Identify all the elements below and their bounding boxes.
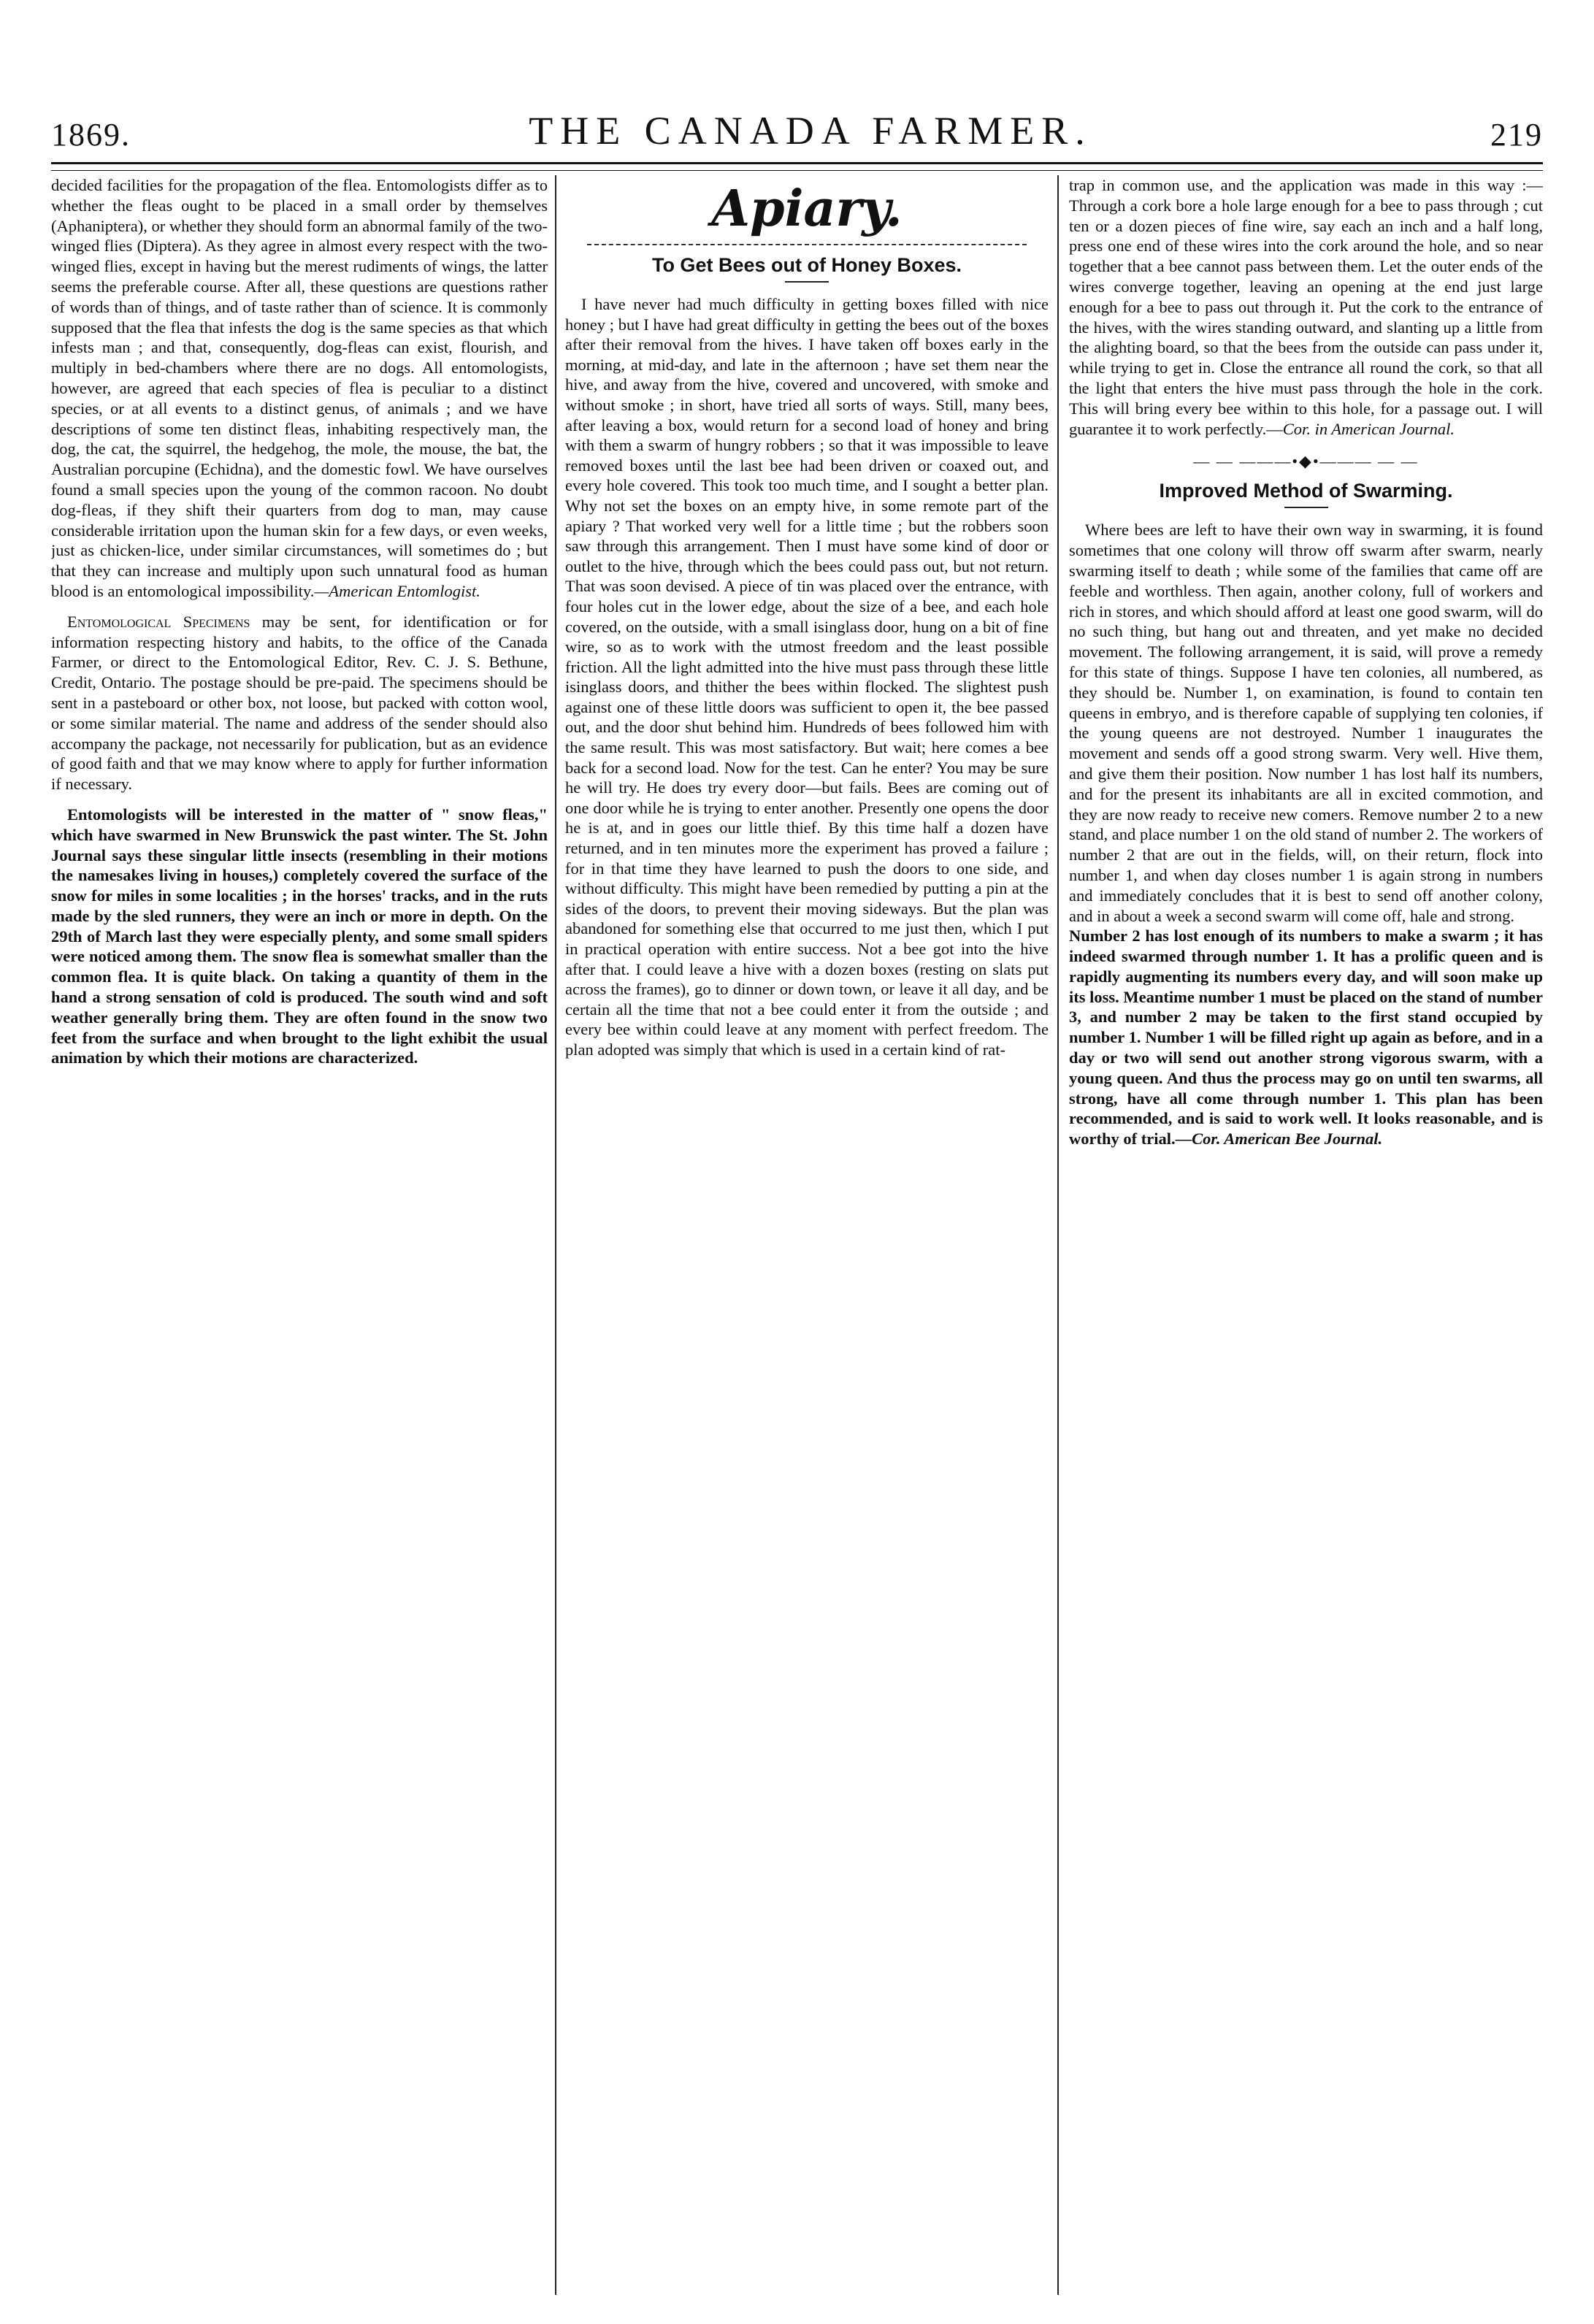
bees-boxes-body: I have never had much difficulty in getting boxes filled with nice honey ; but I have had great difficulty in getting the bees out of the boxes after their removal from the hives. I have taken off boxes early in the morning, at mid-day, and late in the afternoon ; have set them near the hive, and away from the hive, covered and uncovered, with smoke and without smoke ; in short, have tried all sorts of ways. Still, many bees, after leaving a box, would return for a second load of honey and bring with them a swarm of hungry robbers ; so that it was impossible to leave removed boxes until the last bee had been driven or coaxed out, and every hole covered. This took too much time, and I sought a better plan. Why not set the boxes on an empty hive, in some remote part of the apiary ? That worked very well for a little time ; but the robbers soon saw through this arrangement. Then I must have some kind of door or outlet to the hive, through which the bees could pass out, but not return. That was soon devised. A piece of tin was placed over the entrance, with four holes cut in the lower edge, about the size of a bee, and each hole covered, on the outside, with a small isinglass door, hung on a bit of fine wire, so as to work with the utmost freedom and the least possible friction. All the light admitted into the hive must pass through these little isinglass doors, and thither the bees within flocked. The slightest push against one of these little doors was sufficient to open it, the bee passed out, and the door shut behind him. Hundreds of bees followed him with the same result. This was most satisfactory. But wait; here comes a bee back for a second load. Now for the test. Can he enter? You may be sure he will try. He does try every door—but fails. Bees are coming out of one door while he is trying to enter another. Presently one opens the door he is at, and in goes our little thief. By this time half a dozen have returned, and in ten minutes more the experiment has proved a failure ; for in that time they have learned to push the doors to one side, and without difficulty. This might have been remedied by putting a pin at the sides of the doors, to prevent their moving sideways. But the plan was abandoned for something else that occurred to me just then, which I put in practical operation with entire success. Not a bee got into the hive after that. I could leave a hive with a dozen boxes (resting on slats put across the frames), go to dinner or down town, or leave it all day, and be certain all the time that not a bee could enter it from the outside ; and every bee within could leave at any moment with perfect freedom. The plan adopted was simply that which is used in a certain kind of rat- bbox=[565, 295, 1049, 1059]
page-header bbox=[51, 88, 1543, 153]
article-title-swarming: Improved Method of Swarming. bbox=[1159, 480, 1453, 502]
flea-source: —American Entomlogist. bbox=[314, 581, 480, 600]
issue-year: 1869. bbox=[51, 117, 131, 153]
column-3 bbox=[1059, 175, 1543, 2295]
swarming-body-dense: Number 2 has lost enough of its numbers to make a swarm ; it has indeed swarmed through number 1. It has a prolific queen and is rapidly augmenting its numbers every day, and will soon make up its loss. Meantime number 1 must be placed on the stand of number 3, and number 2 may be taken to the first stand occupied by number 1. Number 1 will be filled right up again as before, and in a day or two will send out another strong vigorous swarm, with a young queen. And thus the process may go on until ten swarms, all strong, have all come through number 1. This plan has been recommended, and is said to work well. It looks reasonable, and is worthy of trial.—Cor. American Bee Journal. bbox=[1069, 927, 1543, 1148]
title-rule bbox=[785, 281, 829, 283]
specimens-lead: Entomological Specimens bbox=[67, 612, 250, 631]
article-title-bees-boxes: To Get Bees out of Honey Boxes. bbox=[651, 254, 962, 276]
flea-article-continued: decided facilities for the propagation of the flea. Entomologists differ as to whether the fleas ought to be placed in a small order by themselves (Aphaniptera), or whether they should form an abnormal family of the two-winged flies (Diptera). As they agree in almost every respect with the two-winged flies, except in having but the merest rudiments of wings, the latter seems the preferable course. After all, these questions are questions rather of words than of things, and of taste rather than of science. It is commonly supposed that the flea that infests the dog is the same species as that which infests man ; and that, consequently, dog-fleas can exist, flourish, and multiply in bed-chambers where there are no dogs. All entomologists, however, are agreed that each species of flea is peculiar to a distinct species, or at all events to a distinct genus, of animals ; and we have descriptions of some ten distinct fleas, inhabiting respectively man, the dog, the cat, the squirrel, the hedgehog, the mole, the mouse, the bat, the Australian porcupine (Echidna), and the domestic fowl. We have ourselves found a small species upon the young of the common racoon. No doubt dog-fleas, if they shift their quarters from dog to man, may cause considerable irritation upon the human skin for a few days, or even weeks, just as chicken-lice, under similar circumstances, will sometimes do ; but that they can increase and multiply upon such unnatural food as human blood is an entomological impossibility.—American Entomlogist. bbox=[51, 176, 548, 600]
title-rule-2 bbox=[1284, 507, 1328, 508]
snow-fleas-article: Entomologists will be interested in the matter of " snow fleas," which have swarmed in New Brunswick the past winter. The St. John Journal says these singular little insects (resembling in their motions the namesakes living in houses,) completely covered the surface of the snow for miles in some localities ; in the horses' tracks, and in the ruts made by the sled runners, they were an inch or more in depth. On the 29th of March last they were especially plenty, and some small spiders were noticed among them. The snow flea is somewhat smaller than the common flea. It is quite black. On taking a quantity of them in the hand a strong sensation of cold is produced. The south wind and soft weather generally bring them. They are often found in the snow two feet from the surface and when brought to the light exhibit the usual animation by which their motions are characterized. bbox=[51, 805, 548, 1067]
masthead-title: THE CANADA FARMER. bbox=[529, 109, 1092, 153]
page-number: 219 bbox=[1490, 117, 1543, 153]
column-1 bbox=[51, 175, 555, 2295]
columns bbox=[51, 175, 1543, 2295]
section-title-apiary: Apiary. bbox=[711, 180, 903, 238]
header-rule bbox=[51, 162, 1543, 171]
swarming-body: Where bees are left to have their own way in swarming, it is found sometimes that one colony will throw off swarm after swarm, nearly swarming itself to death ; while some of the families that came off are feeble and worthless. Then again, another colony, full of workers and rich in stores, and which should afford at least one good swarm, will do no such thing, but hang out and threaten, and yet make no decided movement. The following arrangement, it is said, will prove a remedy for this state of things. Suppose I have ten colonies, all numbered, as they should be. Number 1, on examination, is found to contain ten queens in embryo, and is therefore capable of supplying ten colonies, if the young queens are not destroyed. Number 1 inaugurates the movement and sends off a good strong swarm. Very well. Hive them, and give them their position. Now number 1 has lost half its numbers, and for the present its inhabitants are all in excited commotion, and they are now ready to receive new comers. Remove number 2 to a new stand, and place number 1 on the old stand of number 2. The workers of number 2 that are out in the fields, will, on their return, flock into number 1, and when day closes number 1 is again strong in numbers and immediately concludes that it is best to send off another colony, and in about a week a second swarm will come off, hale and strong. bbox=[1069, 521, 1543, 925]
specimens-notice: Entomological Specimens may be sent, for identification or for information respecting history and habits, to the office of the Canada Farmer, or direct to the Entomological Editor, Rev. C. J. S. Bethune, Credit, Ontario. The postage should be pre-paid. The specimens should be sent in a pasteboard or other box, not loose, but packed with cotton wool, or some similar material. The name and address of the sender should also accompany the package, not necessarily for publication, but as an evidence of good faith and that we may know where to apply for further information if necessary. bbox=[51, 612, 548, 794]
bees-boxes-continued: trap in common use, and the application was made in this way :—Through a cork bore a hole large enough for a bee to pass through ; cut ten or a dozen pieces of fine wire, say each an inch and a half long, press one end of these wires into the cork around the hole, and so near together that a bee cannot pass between them. Let the outer ends of the wires converge together, leaving an opening at the end just large enough for a bee to pass out through it. Put the cork to the entrance of the hives, with the wires standing outward, and slanting up a little from the alighting board, so that the bees from the outside can pass under it, while trying to get in. Close the entrance all round the cork, so that all the light that enters the hive must pass through the hole in the cork. This will bring every bee within to this hole, for a passage out. I will guarantee it to work perfectly.—Cor. in American Journal. bbox=[1069, 176, 1543, 438]
swarming-source: Cor. American Bee Journal. bbox=[1192, 1130, 1383, 1148]
column-2 bbox=[555, 175, 1059, 2295]
bees-boxes-source: Cor. in American Journal. bbox=[1282, 419, 1455, 438]
section-rule bbox=[587, 244, 1027, 245]
ornament-divider: — — ———•◆•——— — — bbox=[1193, 452, 1419, 471]
